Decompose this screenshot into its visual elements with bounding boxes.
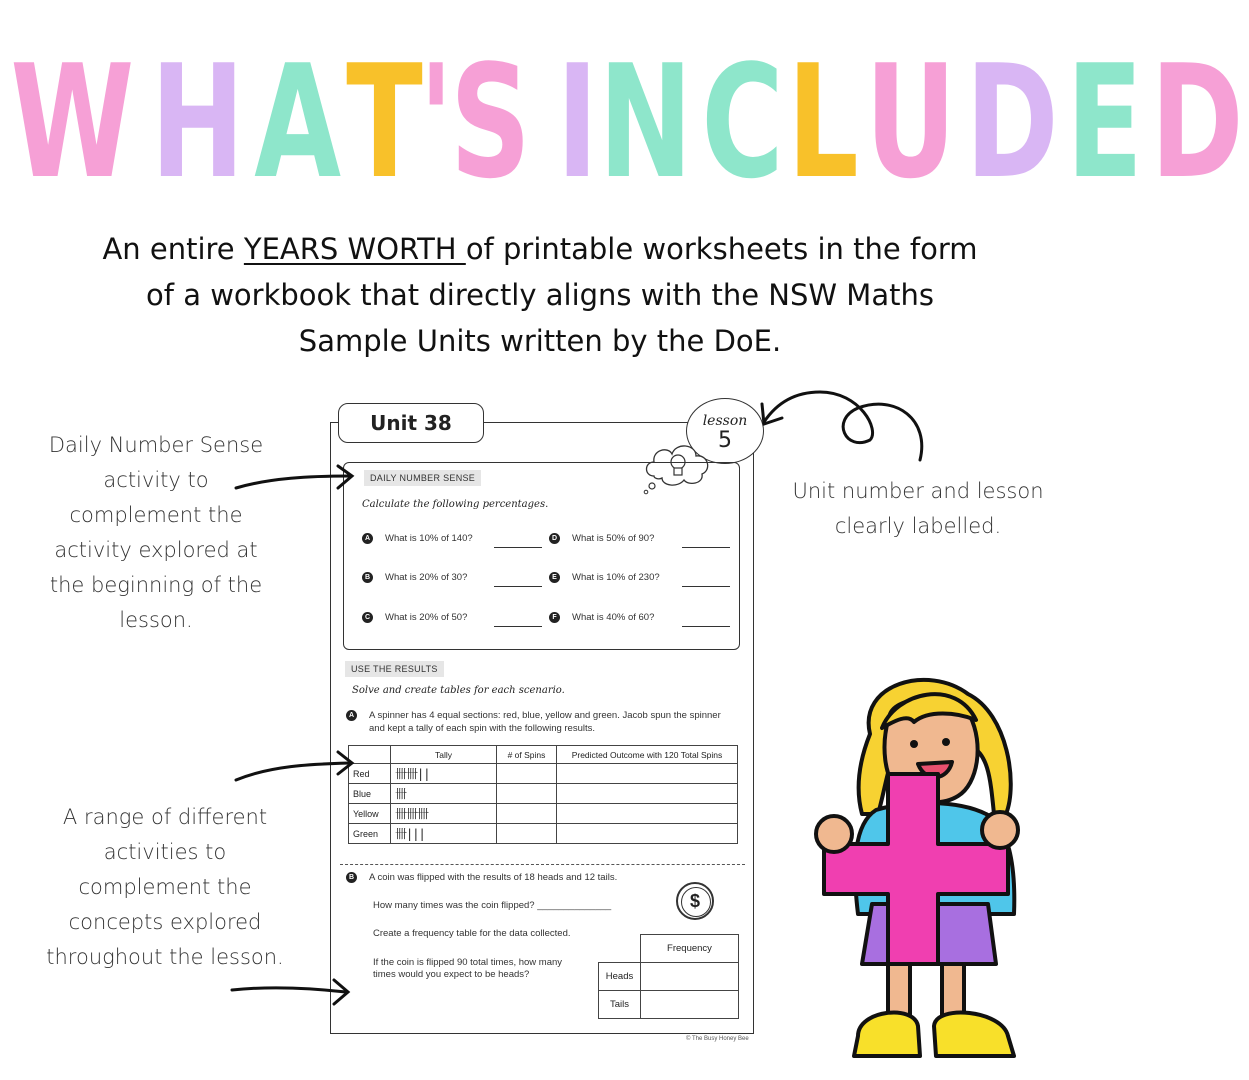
unit-tab: Unit 38 — [338, 403, 484, 443]
dns-instruction: Calculate the following percentages. — [362, 499, 549, 510]
dns-question: E What is 10% of 230? — [549, 572, 660, 583]
title-letter: E — [1066, 31, 1145, 213]
note-range-activities: A range of different activities to complement the concepts explored throughout the lesson. — [46, 805, 284, 969]
girl-with-plus-illustration — [818, 664, 1038, 1074]
frequency-table: Frequency Heads Tails — [598, 934, 739, 1019]
note-unit-lesson: Unit number and lesson clearly labelled. — [792, 479, 1044, 538]
lesson-number: 5 — [718, 428, 732, 453]
table-row: Tails — [599, 991, 739, 1019]
qb-question-3b: times would you expect to be heads? — [373, 969, 530, 980]
title-letter: C — [701, 31, 786, 213]
title-letter: D — [965, 31, 1061, 213]
copyright: © The Busy Honey Bee — [686, 1036, 749, 1042]
title-letter: A — [253, 31, 343, 213]
title-letter: ' — [418, 31, 455, 213]
dns-question: A What is 10% of 140? — [362, 533, 473, 544]
qb-question-3a: If the coin is flipped 90 total times, how many — [373, 957, 563, 968]
arrow-lesson — [232, 988, 346, 992]
table-row: Green 卌||| — [349, 824, 738, 844]
dns-label: DAILY NUMBER SENSE — [364, 470, 481, 486]
dns-question: B What is 20% of 30? — [362, 572, 467, 583]
title-letter: U — [864, 31, 958, 213]
title-letter: I — [556, 31, 600, 213]
results-label: USE THE RESULTS — [345, 661, 444, 677]
title-letter: D — [1149, 31, 1245, 213]
tally-table: Tally # of Spins Predicted Outcome with 120 Total Spins Red 卌卌|| Blue 卌 Yellow 卌卌卌 Green 卌||| — [348, 745, 738, 844]
arrow-daily — [236, 476, 350, 488]
coin-icon: $ — [676, 882, 714, 920]
table-row: Blue 卌 — [349, 784, 738, 804]
dns-question: D What is 50% of 90? — [549, 533, 654, 544]
note-daily-number-sense: Daily Number Sense activity to complement the activity explored at the beginning of the lesson. — [48, 433, 264, 632]
results-instruction: Solve and create tables for each scenario. — [352, 685, 565, 696]
title-letter: H — [150, 31, 247, 213]
lesson-word: lesson — [702, 413, 748, 429]
title-letter: N — [598, 31, 695, 213]
subtitle-text-1: An entire — [102, 232, 244, 266]
qb-question-2: Create a frequency table for the data collected. — [373, 928, 571, 939]
table-row: Heads — [599, 963, 739, 991]
title-letter: T — [346, 31, 425, 213]
table-row: Yellow 卌卌卌 — [349, 804, 738, 824]
title-letter: S — [449, 31, 532, 213]
dns-question: F What is 40% of 60? — [549, 612, 654, 623]
arrow-unit — [764, 392, 922, 460]
qb-question-1: How many times was the coin flipped? ______________ — [373, 900, 612, 911]
title-letter: W — [10, 31, 136, 213]
arrow-range — [236, 763, 350, 780]
subtitle-underlined: YEARS WORTH — [243, 232, 466, 266]
dns-question: C What is 20% of 50? — [362, 612, 467, 623]
title-letter: L — [787, 31, 861, 213]
question-b: B A coin was flipped with the results of 18 heads and 12 tails. — [346, 872, 617, 883]
table-row: Red 卌卌|| — [349, 764, 738, 784]
subtitle-text-2: of printable worksheets in the form of a workbook that directly aligns with the NSW Maths Sample Units written by the DoE. — [146, 232, 978, 358]
question-a: A A spinner has 4 equal sections: red, blue, yellow and green. Jacob spun the spinner and kept a tally of each spin with the following results. — [346, 709, 726, 735]
